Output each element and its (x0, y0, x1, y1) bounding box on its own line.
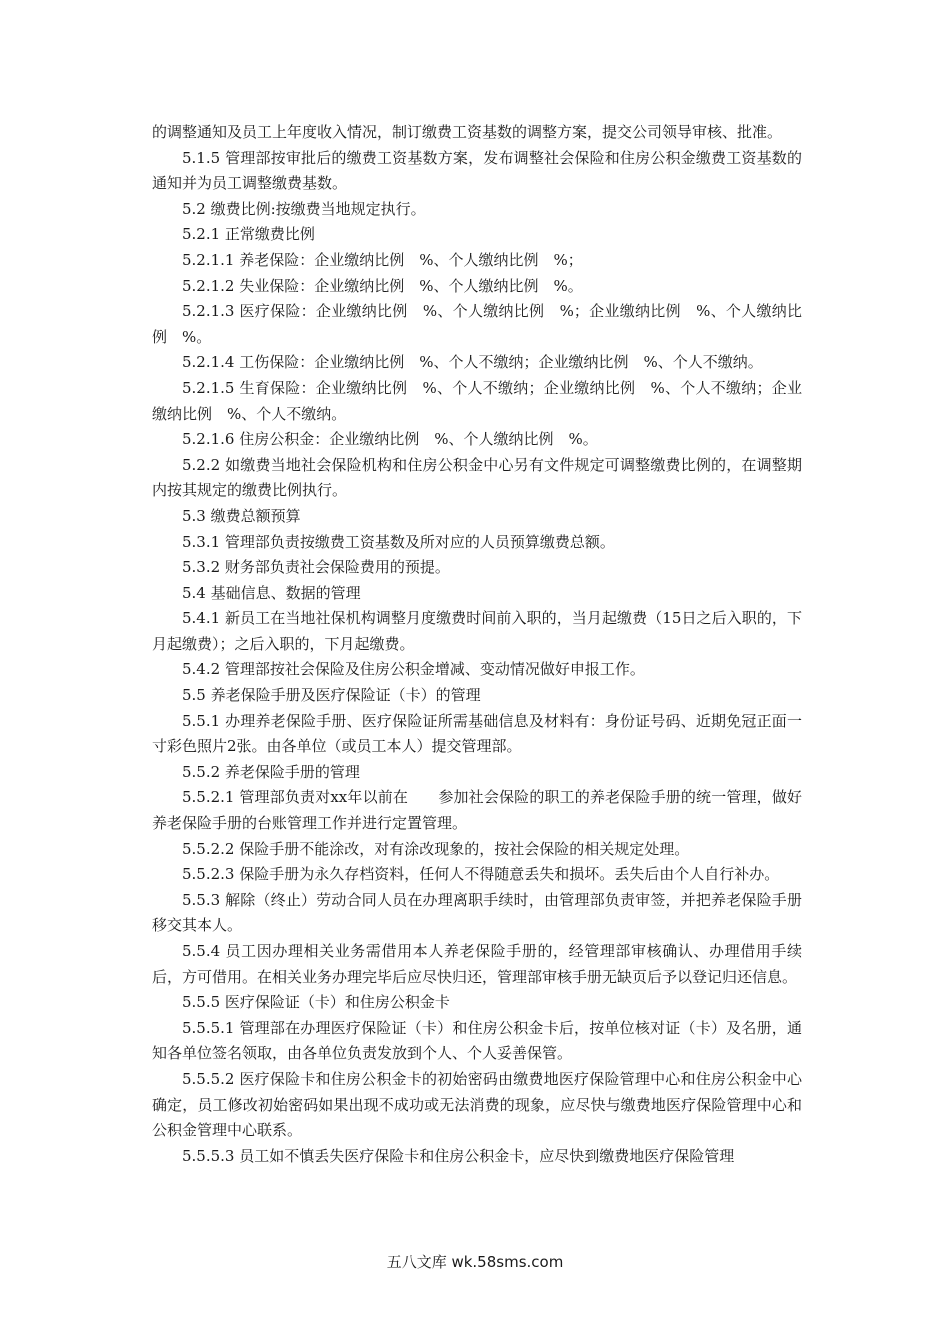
paragraph: 5.2.1.5 生育保险：企业缴纳比例 %、个人不缴纳；企业缴纳比例 %、个人不缴纳；企业缴纳比例 %、个人不缴纳。 (152, 378, 802, 423)
paragraph: 5.5.5 医疗保险证（卡）和住房公积金卡 (182, 993, 450, 1012)
paragraph: 5.4.1 新员工在当地社保机构调整月度缴费时间前入职的，当月起缴费（15日之后入职的，下月起缴费）；之后入职的，下月起缴费。 (152, 609, 802, 653)
paragraph: 5.5.4 员工因办理相关业务需借用本人养老保险手册的，经管理部审核确认、办理借用手续后，方可借用。在相关业务办理完毕后应尽快归还，管理部审核手册无缺页后予以登记归还信息。 (152, 942, 802, 986)
paragraph: 5.2.1 正常缴费比例 (182, 225, 315, 244)
paragraph: 5.5.1 办理养老保险手册、医疗保险证所需基础信息及材料有：身份证号码、近期免冠正面一寸彩色照片2张。由各单位（或员工本人）提交管理部。 (152, 711, 802, 756)
paragraph: 5.2.1.6 住房公积金：企业缴纳比例 %、个人缴纳比例 %。 (182, 430, 598, 449)
paragraph: 5.3.2 财务部负责社会保险费用的预提。 (182, 558, 450, 577)
paragraph: 5.2.1.3 医疗保险：企业缴纳比例 %、个人缴纳比例 %；企业缴纳比例 %、个人缴纳比例 %。 (152, 302, 802, 346)
paragraph: 5.5.5.2 医疗保险卡和住房公积金卡的初始密码由缴费地医疗保险管理中心和住房公积金中心确定，员工修改初始密码如果出现不成功或无法消费的现象，应尽快与缴费地医疗保险管理中心和公积金管理中心联系。 (152, 1069, 802, 1140)
paragraph: 5.5.3 解除（终止）劳动合同人员在办理离职手续时，由管理部负责审签，并把养老保险手册移交其本人。 (152, 890, 802, 935)
paragraph: 5.2.2 如缴费当地社会保险机构和住房公积金中心另有文件规定可调整缴费比例的，在调整期内按其规定的缴费比例执行。 (152, 455, 802, 500)
paragraph: 的调整通知及员工上年度收入情况，制订缴费工资基数的调整方案，提交公司领导审核、批准。 (152, 123, 783, 141)
paragraph: 5.5 养老保险手册及医疗保险证（卡）的管理 (182, 686, 481, 705)
paragraph: 5.2.1.1 养老保险：企业缴纳比例 %、个人缴纳比例 %； (182, 250, 583, 269)
document-body (152, 120, 802, 1169)
paragraph: 5.4.2 管理部按社会保险及住房公积金增减、变动情况做好申报工作。 (182, 660, 645, 679)
paragraph: 5.2.1.2 失业保险：企业缴纳比例 %、个人缴纳比例 %。 (182, 276, 583, 295)
paragraph: 5.5.5.3 员工如不慎丢失医疗保险卡和住房公积金卡，应尽快到缴费地医疗保险管理 (182, 1146, 735, 1165)
paragraph: 5.4 基础信息、数据的管理 (182, 583, 361, 602)
paragraph: 5.5.5.1 管理部在办理医疗保险证（卡）和住房公积金卡后，按单位核对证（卡）及名册，通知各单位签名领取，由各单位负责发放到个人、个人妥善保管。 (152, 1018, 802, 1063)
paragraph: 5.5.2.2 保险手册不能涂改，对有涂改现象的，按社会保险的相关规定处理。 (182, 839, 690, 858)
paragraph: 5.3 缴费总额预算 (182, 506, 301, 525)
paragraph: 5.5.2 养老保险手册的管理 (182, 762, 360, 781)
paragraph: 5.2 缴费比例:按缴费当地规定执行。 (182, 199, 426, 218)
footer-watermark: 五八文库 wk.58sms.com (386, 1253, 564, 1271)
paragraph: 5.5.2.1 管理部负责对xx年以前在 参加社会保险的职工的养老保险手册的统一管理，做好养老保险手册的台账管理工作并进行定置管理。 (152, 788, 802, 833)
paragraph: 5.2.1.4 工伤保险：企业缴纳比例 %、个人不缴纳；企业缴纳比例 %、个人不缴纳。 (182, 353, 763, 372)
paragraph: 5.3.1 管理部负责按缴费工资基数及所对应的人员预算缴费总额。 (182, 532, 615, 551)
paragraph: 5.1.5 管理部按审批后的缴费工资基数方案，发布调整社会保险和住房公积金缴费工资基数的通知并为员工调整缴费基数。 (152, 148, 802, 193)
paragraph: 5.5.2.3 保险手册为永久存档资料，任何人不得随意丢失和损坏。丢失后由个人自行补办。 (182, 865, 780, 884)
